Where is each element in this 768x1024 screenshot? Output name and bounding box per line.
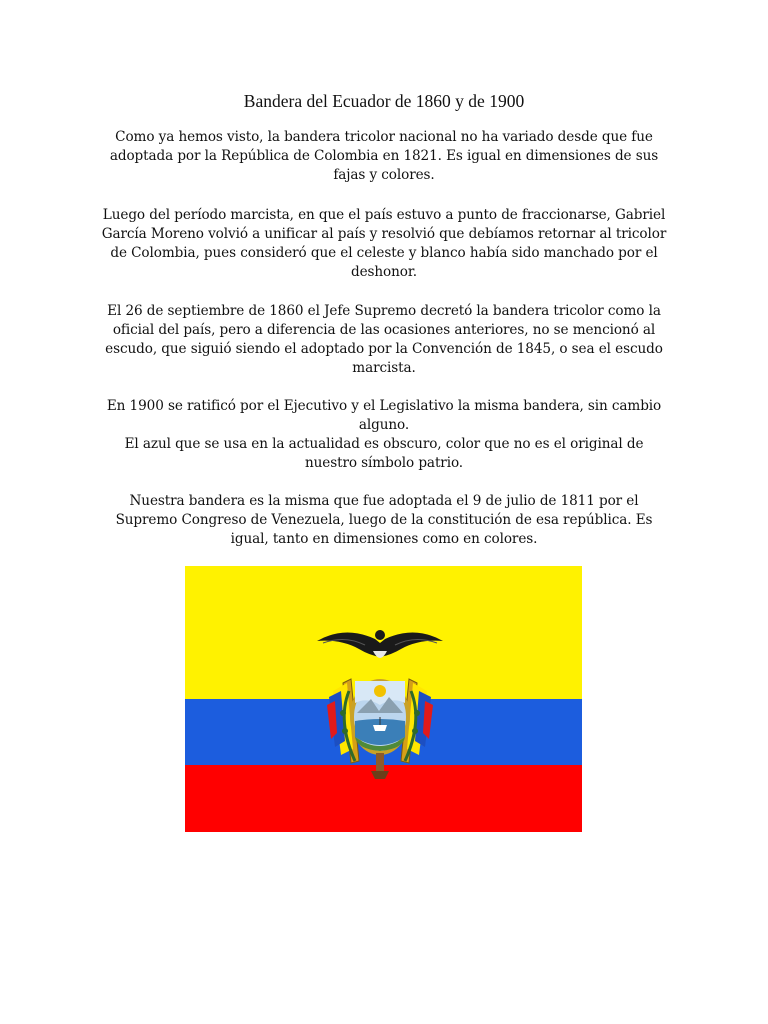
document-title: Bandera del Ecuador de 1860 y de 1900 [243, 91, 525, 111]
ecuador-coat-of-arms-icon [315, 621, 445, 781]
paragraph-3: El 26 de septiembre de 1860 el Jefe Supremo decretó la bandera tricolor como la oficial del país, pero a diferencia de las ocasiones anteriores, no se mencionó al escudo, que siguió siendo el adoptado por la Convención de 1845, o sea el escudo marcista. [105, 303, 663, 376]
paragraph-1: Como ya hemos visto, la bandera tricolor nacional no ha variado desde que fue adoptada por la República de Colombia en 1821. Es igual en dimensiones de sus fajas y colores. [109, 129, 659, 183]
coat-condor [317, 630, 443, 658]
paragraph-5: El azul que se usa en la actualidad es obscuro, color que no es el original de nuestro símbolo patrio. [124, 436, 644, 471]
coat-shield [350, 679, 410, 755]
coat-fasces [371, 753, 389, 779]
ecuador-flag-image [185, 566, 582, 832]
paragraph-6: Nuestra bandera es la misma que fue adoptada el 9 de julio de 1811 por el Supremo Congreso de Venezuela, luego de la constitución de esa república. Es igual, tanto en dimensiones como en colores. [115, 493, 653, 547]
paragraph-2: Luego del período marcista, en que el país estuvo a punto de fraccionarse, Gabriel García Moreno volvió a unificar al país y resolvió que debíamos retornar al tricolor de Colombia, pues consideró que el celeste y blanco había sido manchado por el deshonor. [101, 207, 667, 280]
paragraph-4: En 1900 se ratificó por el Ejecutivo y el Legislativo la misma bandera, sin cambio alguno. [106, 398, 662, 433]
